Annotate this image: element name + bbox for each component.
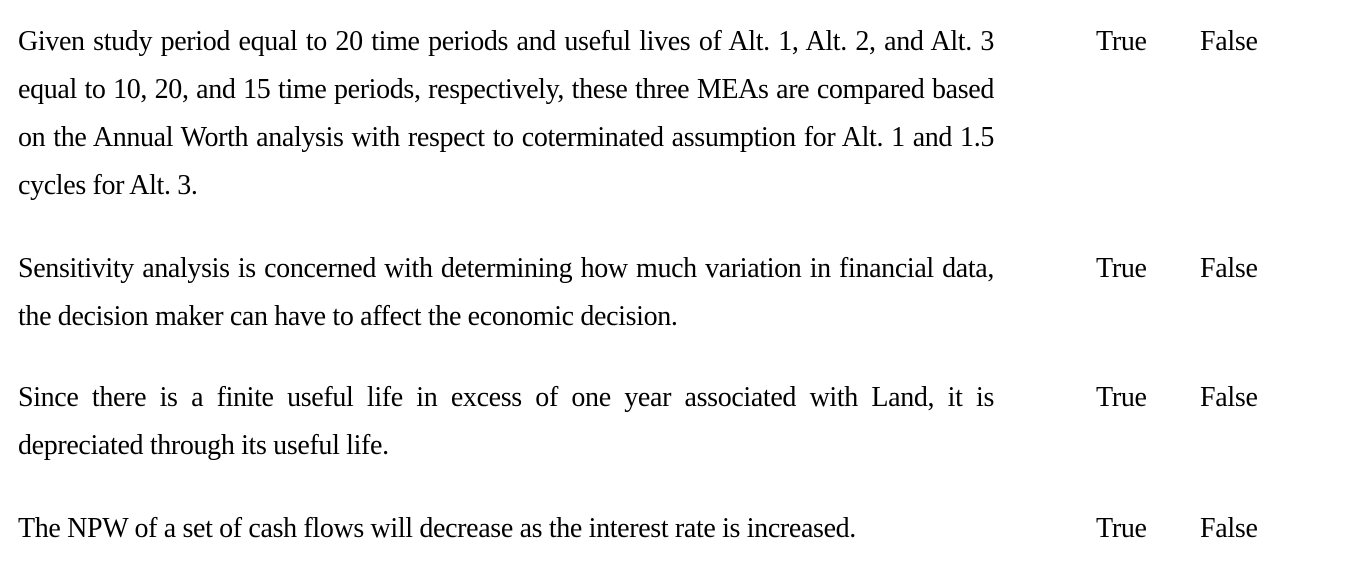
question-1-true-option[interactable]: True	[1096, 26, 1147, 57]
question-1-text: Given study period equal to 20 time periods and useful lives of Alt. 1, Alt. 2, and Alt. 3 equal to 10, 20, and 15 time periods, respectively, these three MEAs are compared based on the Annual Worth analysis with respect to coterminated assumption for Alt. 1 and 1.5 cycles for Alt. 3.	[18, 26, 994, 201]
question-4-false-option[interactable]: False	[1200, 513, 1258, 544]
question-2-false-option[interactable]: False	[1200, 253, 1258, 284]
question-3-true-option[interactable]: True	[1096, 382, 1147, 413]
question-3	[18, 374, 994, 470]
question-3-text: Since there is a finite useful life in excess of one year associated with Land, it is depreciated through its useful life.	[18, 382, 994, 461]
question-2-true-option[interactable]: True	[1096, 253, 1147, 284]
question-4-true-option[interactable]: True	[1096, 513, 1147, 544]
question-2-text: Sensitivity analysis is concerned with determining how much variation in financial data, the decision maker can have to affect the economic decision.	[18, 253, 994, 332]
question-3-false-option[interactable]: False	[1200, 382, 1258, 413]
question-4	[18, 505, 994, 553]
question-1	[18, 18, 994, 210]
question-1-false-option[interactable]: False	[1200, 26, 1258, 57]
question-4-text: The NPW of a set of cash flows will decrease as the interest rate is increased.	[18, 513, 856, 544]
question-2	[18, 245, 994, 341]
